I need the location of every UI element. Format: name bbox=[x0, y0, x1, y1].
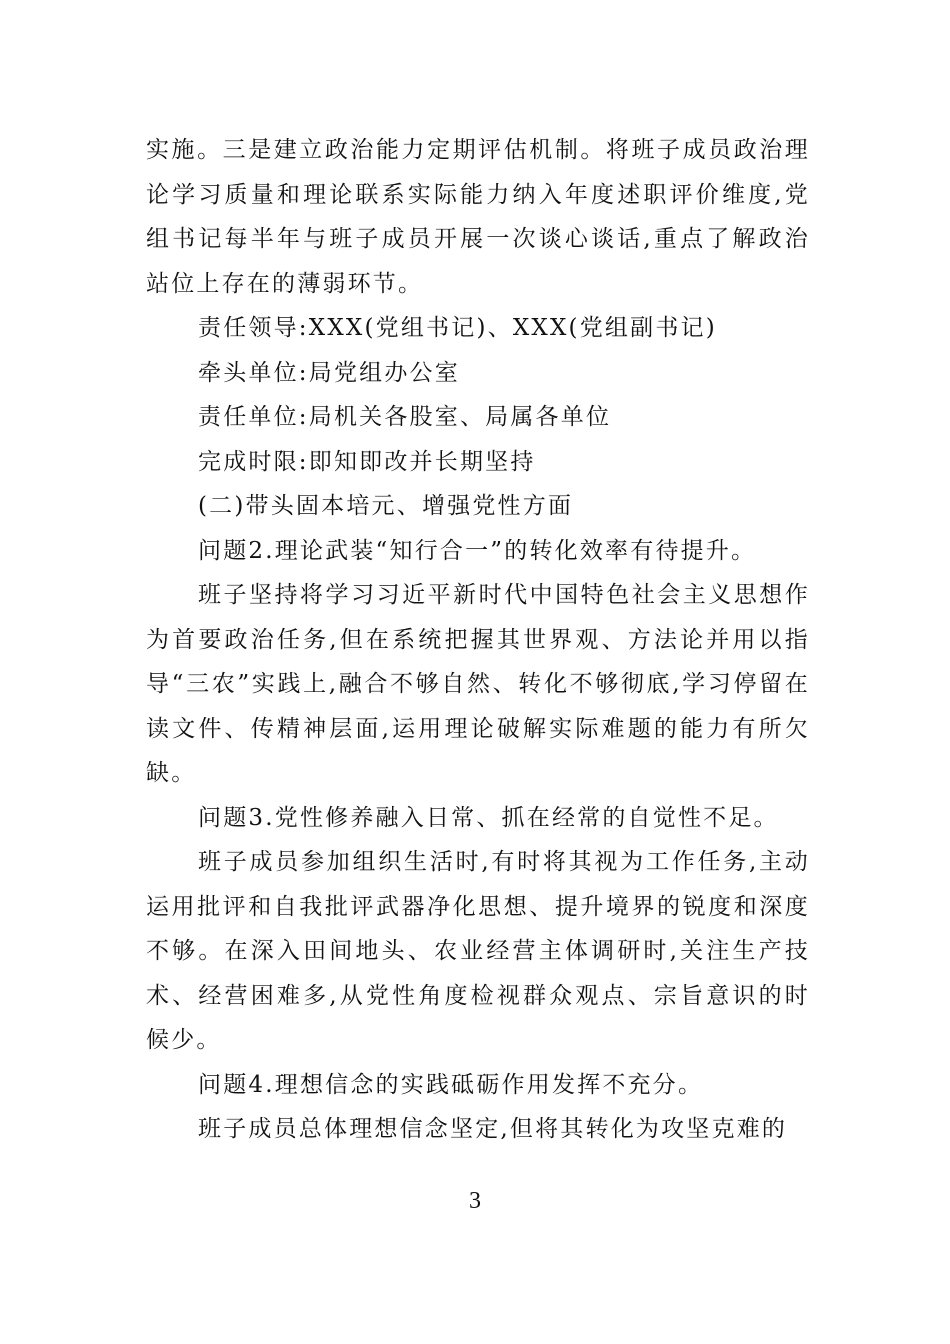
responsible-units-line: 责任单位:局机关各股室、局属各单位 bbox=[198, 404, 612, 430]
problem-2-heading: 问题2.理论武装“知行合一”的转化效率有待提升。 bbox=[198, 537, 757, 564]
page-number: 3 bbox=[469, 1188, 481, 1214]
problem-3-heading: 问题3.党性修养融入日常、抓在经常的自觉性不足。 bbox=[198, 804, 779, 831]
responsible-leaders-line: 责任领导:XXX(党组书记)、XXX(党组副书记) bbox=[198, 315, 717, 341]
lead-unit-line: 牵头单位:局党组办公室 bbox=[198, 359, 460, 386]
section-heading: (二)带头固本培元、增强党性方面 bbox=[198, 493, 574, 519]
problem-4-heading: 问题4.理想信念的实践砥砺作用发挥不充分。 bbox=[198, 1071, 704, 1098]
problem-3-body: 班子成员参加组织生活时,有时将其视为工作任务,主动运用批评和自我批评武器净化思想、提升境界的锐度和深度不够。在深入田间地头、农业经营主体调研时,关注生产技术、经营困难多,从党性角度检视群众观点、宗旨意识的时候少。 bbox=[146, 849, 810, 1053]
document-body bbox=[146, 128, 810, 1152]
paragraph-continuation: 实施。三是建立政治能力定期评估机制。将班子成员政治理论学习质量和理论联系实际能力纳入年度述职评价维度,党组书记每半年与班子成员开展一次谈心谈话,重点了解政治站位上存在的薄弱环节。 bbox=[146, 137, 810, 297]
problem-2-body: 班子坚持将学习习近平新时代中国特色社会主义思想作为首要政治任务,但在系统把握其世界观、方法论并用以指导“三农”实践上,融合不够自然、转化不够彻底,学习停留在读文件、传精神层面,运用理论破解实际难题的能力有所欠缺。 bbox=[146, 582, 810, 786]
problem-4-body: 班子成员总体理想信念坚定,但将其转化为攻坚克难的 bbox=[198, 1116, 788, 1142]
deadline-line: 完成时限:即知即改并长期坚持 bbox=[198, 448, 536, 475]
